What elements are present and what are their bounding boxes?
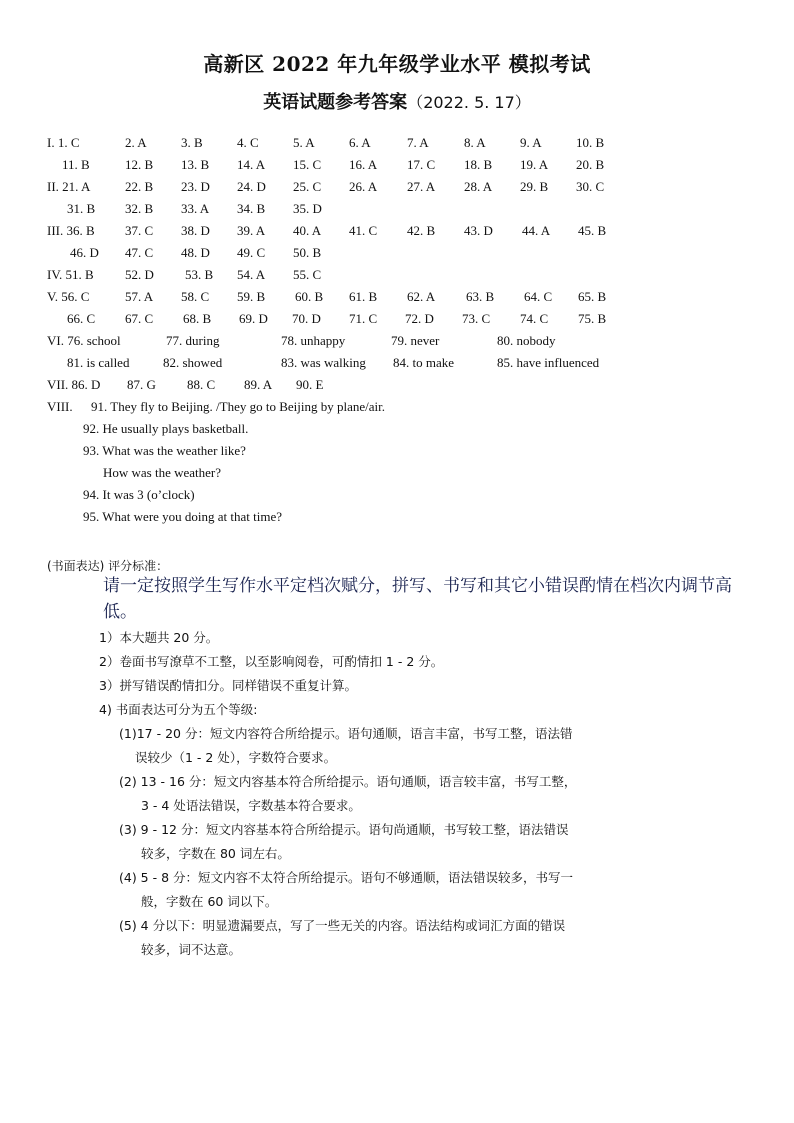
answer-item: 43. D: [464, 223, 493, 238]
rubric-line: 2）卷面书写潦草不工整，以至影响阅卷，可酌情扣 1 - 2 分。: [99, 654, 444, 669]
answer-item: 13. B: [181, 157, 210, 172]
answer-item: 3. B: [181, 135, 203, 150]
answer-item: 34. B: [237, 201, 266, 216]
answer-item: 75. B: [578, 311, 607, 326]
answer-item: 38. D: [181, 223, 210, 238]
answer-item: 20. B: [576, 157, 605, 172]
answer-item: 49. C: [237, 245, 266, 260]
answer-item: 40. A: [293, 223, 322, 238]
answer-item: 28. A: [464, 179, 493, 194]
answer-item: 79. never: [391, 333, 440, 348]
answer-item: 6. A: [349, 135, 371, 150]
rubric-line: 般，字数在 60 词以下。: [141, 894, 278, 909]
answer-item: II. 21. A: [47, 179, 91, 194]
answer-item: 16. A: [349, 157, 378, 172]
answer-item: 53. B: [185, 267, 214, 282]
answer-item: 89. A: [244, 377, 273, 392]
answer-item: 57. A: [125, 289, 154, 304]
answer-item: 80. nobody: [497, 333, 556, 348]
answer-item: 84. to make: [393, 355, 455, 370]
answer-line: 94. It was 3 (o’clock): [83, 487, 195, 502]
rubric-line: (2) 13 - 16 分：短文内容基本符合所给提示。语句通顺，语言较丰富，书写工整，: [119, 774, 577, 789]
answer-item: 67. C: [125, 311, 154, 326]
answer-item: 54. A: [237, 267, 266, 282]
answer-item: III. 36. B: [47, 223, 95, 238]
answer-item: 22. B: [125, 179, 154, 194]
answer-line: 91. They fly to Beijing. /They go to Beijing by plane/air.: [91, 399, 386, 414]
answer-item: 30. C: [576, 179, 605, 194]
answer-item: 81. is called: [67, 355, 130, 370]
rubric-line: 较多，词不达意。: [141, 942, 242, 957]
rubric-line: (3) 9 - 12 分：短文内容基本符合所给提示。语句尚通顺，书写较工整，语法错误: [119, 822, 569, 837]
answer-item: 24. D: [237, 179, 266, 194]
answer-item: 71. C: [349, 311, 378, 326]
answer-item: VI. 76. school: [47, 333, 121, 348]
rubric-line: 3）拼写错误酌情扣分。同样错误不重复计算。: [99, 678, 357, 693]
answer-item: 41. C: [349, 223, 378, 238]
answer-item: 48. D: [181, 245, 210, 260]
answer-item: 27. A: [407, 179, 436, 194]
answer-item: 59. B: [237, 289, 266, 304]
answer-item: 12. B: [125, 157, 154, 172]
answer-item: 2. A: [125, 135, 147, 150]
answer-item: VII. 86. D: [47, 377, 101, 392]
answer-item: 31. B: [67, 201, 96, 216]
rubric-line: 4) 书面表达可分为五个等级:: [99, 702, 258, 717]
answer-item: 9. A: [520, 135, 542, 150]
answer-item: 18. B: [464, 157, 493, 172]
answer-item: 72. D: [405, 311, 434, 326]
answer-item: 82. showed: [163, 355, 223, 370]
answer-item: 10. B: [576, 135, 605, 150]
answer-item: 39. A: [237, 223, 266, 238]
answer-item: IV. 51. B: [47, 267, 94, 282]
page-subtitle: [0, 88, 794, 114]
answer-item: 23. D: [181, 179, 210, 194]
rubric-label: (书面表达) 评分标准：: [47, 559, 169, 573]
answer-item: 68. B: [183, 311, 212, 326]
rubric-line: (4) 5 - 8 分：短文内容不太符合所给提示。语句不够通顺，语法错误较多，书写一: [119, 870, 574, 885]
answer-item: 33. A: [181, 201, 210, 216]
answer-item: 77. during: [166, 333, 220, 348]
answer-line: 93. What was the weather like?: [83, 443, 246, 458]
answer-line: 92. He usually plays basketball.: [83, 421, 249, 436]
answer-item: 11. B: [62, 157, 90, 172]
rubric-line: 3 - 4 处语法错误，字数基本符合要求。: [141, 798, 361, 813]
answer-item: 35. D: [293, 201, 322, 216]
answer-item: 47. C: [125, 245, 154, 260]
answer-item: 74. C: [520, 311, 549, 326]
answer-item: 55. C: [293, 267, 322, 282]
answer-item: 73. C: [462, 311, 491, 326]
answer-item: 64. C: [524, 289, 553, 304]
answer-item: 62. A: [407, 289, 436, 304]
answer-item: 66. C: [67, 311, 96, 326]
answer-item: 15. C: [293, 157, 322, 172]
answer-item: V. 56. C: [47, 289, 90, 304]
page-title: 高新区 2022 年九年级学业水平 模拟考试: [203, 52, 591, 76]
answer-item: 63. B: [466, 289, 495, 304]
answer-item: 5. A: [293, 135, 315, 150]
answer-item: I. 1. C: [47, 135, 80, 150]
answer-item: 42. B: [407, 223, 436, 238]
exam-date: （2022. 5. 17）: [407, 93, 531, 112]
answer-item: 44. A: [522, 223, 551, 238]
answer-item: 61. B: [349, 289, 378, 304]
answer-item: 25. C: [293, 179, 322, 194]
answer-item: 32. B: [125, 201, 154, 216]
answer-item: 70. D: [292, 311, 321, 326]
answer-item: 83. was walking: [281, 355, 366, 370]
section-viii-label: VIII.: [47, 399, 73, 414]
answer-item: 78. unhappy: [281, 333, 346, 348]
answer-line: How was the weather?: [103, 465, 222, 480]
subtitle-text: 英语试题参考答案: [263, 92, 408, 113]
answer-item: 87. G: [127, 377, 156, 392]
answer-item: 69. D: [239, 311, 268, 326]
rubric-line: 较多，字数在 80 词左右。: [141, 846, 290, 861]
answer-item: 4. C: [237, 135, 259, 150]
answer-item: 26. A: [349, 179, 378, 194]
answer-item: 50. B: [293, 245, 322, 260]
answer-item: 45. B: [578, 223, 607, 238]
answer-line: 95. What were you doing at that time?: [83, 509, 283, 524]
answer-item: 17. C: [407, 157, 436, 172]
answer-item: 90. E: [296, 377, 324, 392]
rubric-line: 1）本大题共 20 分。: [99, 630, 219, 645]
answer-item: 14. A: [237, 157, 266, 172]
answer-item: 46. D: [70, 245, 99, 260]
answer-item: 88. C: [187, 377, 216, 392]
answer-item: 8. A: [464, 135, 486, 150]
answer-item: 58. C: [181, 289, 210, 304]
answer-item: 85. have influenced: [497, 355, 600, 370]
answer-item: 52. D: [125, 267, 154, 282]
rubric-line: (5) 4 分以下：明显遗漏要点，写了一些无关的内容。语法结构或词汇方面的错误: [119, 918, 566, 933]
answer-item: 60. B: [295, 289, 324, 304]
answer-item: 37. C: [125, 223, 154, 238]
answer-item: 19. A: [520, 157, 549, 172]
rubric-intro: 请一定按照学生写作水平定档次赋分，拼写、书写和其它小错误酌情在档次内调节高低。: [103, 576, 732, 622]
answer-item: 7. A: [407, 135, 429, 150]
answer-item: 29. B: [520, 179, 549, 194]
rubric-line: 误较少（1 - 2 处），字数符合要求。: [135, 750, 337, 765]
rubric-line: (1)17 - 20 分：短文内容符合所给提示。语句通顺，语言丰富，书写工整，语法错: [119, 726, 573, 741]
answer-item: 65. B: [578, 289, 607, 304]
